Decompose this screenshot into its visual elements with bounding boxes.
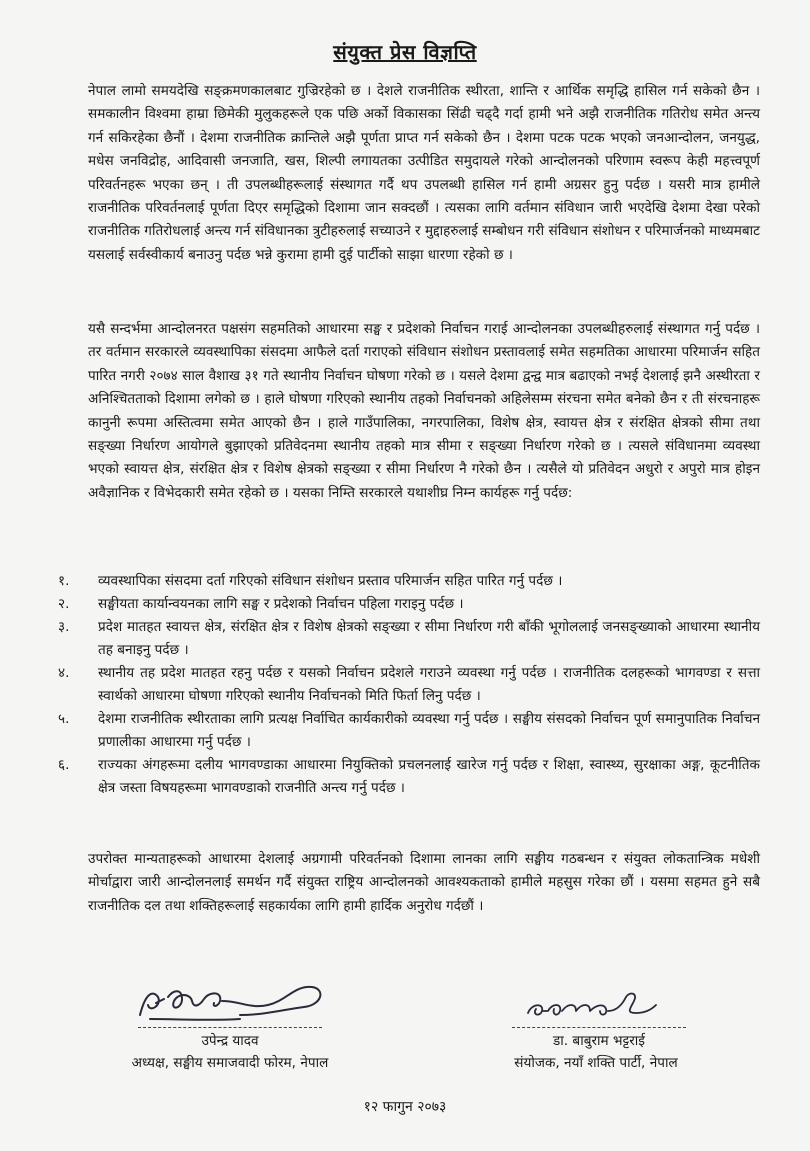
list-item-number: ५.: [58, 711, 70, 727]
intro-paragraph: नेपाल लामो समयदेखि सङ्क्रमणकालबाट गुज्रिरहेको छ । देशले राजनीतिक स्थीरता, शान्ति र आर्थिक समृद्धि हासिल गर्न सकेको छैन । समकालीन विश्वमा हाम्रा छिमेकी मुलुकहरूले एक पछि अर्को विकासका सिंढी चढ्दै गर्दा हामी भने अझै राजनीतिक गतिरोध समेत अन्त्य गर्न सकिरहेका छैनौं । देशमा राजनीतिक क्रान्तिले अझै पूर्णता प्राप्त गर्न सकेको छैन । देशमा पटक पटक भएको जनआन्दोलन, जनयुद्ध, मधेस जनविद्रोह, आदिवासी जनजाति, खस, शिल्पी लगायतका उत्पीडित समुदायले गरेको आन्दोलनको परिणाम स्वरूप केही महत्त्वपूर्ण परिवर्तनहरू भएका छन् । ती उपलब्धीहरूलाई संस्थागत गर्दै थप उपलब्धी हासिल गर्न हामी अग्रसर हुनु पर्दछ । यसरी मात्र हामीले राजनीतिक परिवर्तनलाई पूर्णता दिएर समृद्धिको दिशामा जान सक्दछौं । त्यसका लागि वर्तमान संविधान जारी भएदेखि देशमा देखा परेको राजनीतिक गतिरोधलाई अन्त्य गर्न संविधानका त्रुटीहरुलाई सच्याउने र मुद्दाहरुलाई सम्बोधन गरी संविधान संशोधन र परिमार्जनको माध्यमबाट यसलाई सर्वस्वीकार्य बनाउनु पर्दछ भन्ने कुरामा हामी दुई पार्टीको साझा धारणा रहेको छ ।: [88, 83, 760, 263]
list-item-text: स्थानीय तह प्रदेश मातहत रहनु पर्दछ र यसको निर्वाचन प्रदेशले गराउने व्यवस्था गर्नु पर्दछ । राजनीतिक दलहरूको भागवण्डा र सत्ता स्वार्थको आधारमा घोषणा गरिएको स्थानीय निर्वाचनको मिति फिर्ता लिनु पर्दछ ।: [98, 665, 760, 704]
signature-image-right: [476, 975, 716, 1027]
list-item-text: प्रदेश मातहत स्वायत्त क्षेत्र, संरक्षित क्षेत्र र विशेष क्षेत्रको सङ्ख्या र सीमा निर्धारण गरी बाँकी भूगोललाई जनसङ्ख्याको आधारमा स्थानीय तह बनाइनु पर्दछ ।: [98, 619, 760, 658]
list-item-text: व्यवस्थापिका संसदमा दर्ता गरिएको संविधान संशोधन प्रस्ताव परिमार्जन सहित पारित गर्नु पर्दछ ।: [98, 573, 563, 589]
list-item-number: ६.: [58, 757, 70, 773]
context-paragraph: यसै सन्दर्भमा आन्दोलनरत पक्षसंग सहमतिको आधारमा सङ्घ र प्रदेशको निर्वाचन गराई आन्दोलनका उपलब्धीहरुलाई संस्थागत गर्नु पर्दछ । तर वर्तमान सरकारले व्यवस्थापिका संसदमा आफैले दर्ता गराएको संविधान संशोधन प्रस्तावलाई समेत सहमतिका आधारमा परिमार्जन सहित पारित नगरी २०७४ साल वैशाख ३१ गते स्थानीय निर्वाचन घोषणा गरेको छ । यसले देशमा द्वन्द्व मात्र बढाएको नभई देशलाई झनै अस्थीरता र अनिश्चितताको दिशामा लगेको छ । हाले घोषणा गरिएको स्थानीय तहको निर्वाचनको अहिलेसम्म संरचना समेत बनेको छैन र ती संरचनाहरू कानुनी रूपमा अस्तित्वमा समेत आएको छैन । हाले गाउँपालिका, नगरपालिका, विशेष क्षेत्र, स्वायत्त क्षेत्र र संरक्षित क्षेत्रको सीमा तथा सङ्ख्या निर्धारण आयोगले बुझाएको प्रतिवेदनमा स्थानीय तहको मात्र सीमा र सङ्ख्या निर्धारण गरेको छ । त्यसले संविधानमा व्यवस्था भएको स्वायत्त क्षेत्र, संरक्षित क्षेत्र र विशेष क्षेत्रको सङ्ख्या र सीमा निर्धारण नै गरेको छैन । त्यसैले यो प्रतिवेदन अधुरो र अपुरो मात्र होइन अवैज्ञानिक र विभेदकारी समेत रहेको छ । यसका निम्ति सरकारले यथाशीघ्र निम्न कार्यहरू गर्नु पर्दछ:: [88, 321, 760, 501]
list-item-number: २.: [58, 596, 70, 612]
signature-block-left: [90, 975, 370, 1074]
document-date: १२ फागुन २०७३: [363, 1099, 447, 1115]
signature-block-right: [476, 975, 716, 1074]
document-title: संयुक्त प्रेस विज्ञप्ति: [333, 40, 477, 64]
closing-paragraph: उपरोक्त मान्यताहरूको आधारमा देशलाई अग्रगामी परिवर्तनको दिशामा लानका लागि सङ्घीय गठबन्धन र संयुक्त लोकतान्त्रिक मधेशी मोर्चाद्वारा जारी आन्दोलनलाई समर्थन गर्दै संयुक्त राष्ट्रिय आन्दोलनको आवश्यकताको हामीले महसुस गरेका छौं । यसमा सहमत हुने सबै राजनीतिक दल तथा शक्तिहरूलाई सहकार्यका लागि हामी हार्दिक अनुरोध गर्दछौं ।: [88, 851, 760, 914]
list-item-text: सङ्घीयता कार्यान्वयनका लागि सङ्घ र प्रदेशको निर्वाचन पहिला गराइनु पर्दछ ।: [98, 596, 464, 612]
list-item: [58, 754, 760, 800]
list-item-number: १.: [58, 573, 70, 589]
list-item: [58, 662, 760, 708]
signatory-name-left: उपेन्द्र यादव: [138, 1027, 322, 1052]
list-item: [58, 708, 760, 754]
list-item-number: ४.: [58, 665, 70, 681]
signature-image-left: [90, 975, 370, 1027]
list-item: [58, 593, 760, 616]
list-item-text: देशमा राजनीतिक स्थीरताका लागि प्रत्यक्ष निर्वाचित कार्यकारीको व्यवस्था गर्नु पर्दछ । सङ्घीय संसदको निर्वाचन पूर्ण समानुपातिक निर्वाचन प्रणालीका आधारमा गर्नु पर्दछ ।: [98, 711, 760, 750]
signatory-role-left: अध्यक्ष, सङ्घीय समाजवादी फोरम, नेपाल: [131, 1055, 329, 1071]
demands-list: [58, 570, 760, 800]
signatory-role-right: संयोजक, नयाँ शक्ति पार्टी, नेपाल: [514, 1055, 678, 1071]
list-item-number: ३.: [58, 619, 70, 635]
signatory-name-right: डा. बाबुराम भट्टराई: [512, 1027, 686, 1052]
list-item: [58, 616, 760, 662]
list-item-text: राज्यका अंगहरूमा दलीय भागवण्डाका आधारमा नियुक्तिको प्रचलनलाई खारेज गर्नु पर्दछ र शिक्षा, स्वास्थ्य, सुरक्षाका अङ्ग, कूटनीतिक क्षेत्र जस्ता विषयहरूमा भागवण्डाको राजनीति अन्त्य गर्नु पर्दछ ।: [98, 757, 760, 796]
list-item: [58, 570, 760, 593]
